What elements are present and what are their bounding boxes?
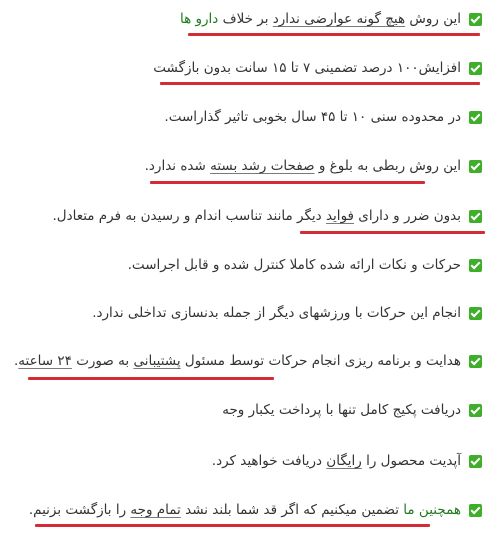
- item-text: هدایت و برنامه ریزی انجام حرکات توسط مسئول پشتیبانی به صورت ۲۴ ساعته.: [14, 353, 461, 369]
- check-icon: [469, 62, 482, 75]
- list-item: [8, 395, 482, 425]
- check-icon: [469, 111, 482, 124]
- check-icon: [469, 210, 482, 223]
- check-icon: [469, 355, 482, 368]
- list-item: [8, 151, 482, 181]
- check-icon: [469, 13, 482, 26]
- item-text: همچنین ما تضمین میکنیم که اگر قد شما بلند نشد تمام وجه را بازگشت بزنیم.: [28, 502, 461, 518]
- check-icon: [469, 504, 482, 517]
- item-text: این روش ربطی به بلوغ و صفحات رشد بسته شده ندارد.: [144, 158, 461, 174]
- red-underline: [188, 33, 480, 36]
- red-underline: [35, 524, 430, 527]
- red-underline: [300, 231, 485, 234]
- item-text: حرکات و نکات ارائه شده کاملا کنترل شده و قابل اجراست.: [127, 257, 461, 273]
- list-item: [8, 446, 482, 476]
- red-underline: [150, 181, 425, 184]
- list-item: [8, 53, 482, 83]
- item-text: در محدوده سنی ۱۰ تا ۴۵ سال بخوبی تاثیر گذاراست.: [164, 109, 461, 125]
- list-item: [8, 102, 482, 132]
- check-icon: [469, 259, 482, 272]
- red-underline: [28, 377, 274, 380]
- list-item: [8, 4, 482, 34]
- item-text: آپدیت محصول را رایگان دریافت خواهید کرد.: [211, 453, 461, 469]
- list-item: [8, 250, 482, 280]
- item-text: دریافت پکیج کامل تنها با پرداخت یکبار وجه: [222, 402, 461, 418]
- item-text: افزایش۱۰۰ درصد تضمینی ۷ تا ۱۵ سانت بدون بازگشت: [153, 60, 461, 76]
- item-text: این روش هیچ گونه عوارضی ندارد بر خلاف دارو ها: [179, 11, 461, 27]
- item-text: انجام این حرکات با ورزشهای دیگر از جمله بدنسازی تداخلی ندارد.: [92, 305, 461, 321]
- list-item: [8, 346, 482, 376]
- check-icon: [469, 160, 482, 173]
- red-underline: [160, 82, 480, 85]
- list-item: [8, 298, 482, 328]
- list-item: [8, 495, 482, 525]
- check-icon: [469, 307, 482, 320]
- list-item: [8, 201, 482, 231]
- check-icon: [469, 404, 482, 417]
- item-text: بدون ضرر و دارای فواید دیگر مانند تناسب اندام و رسیدن به فرم متعادل.: [52, 208, 461, 224]
- check-icon: [469, 455, 482, 468]
